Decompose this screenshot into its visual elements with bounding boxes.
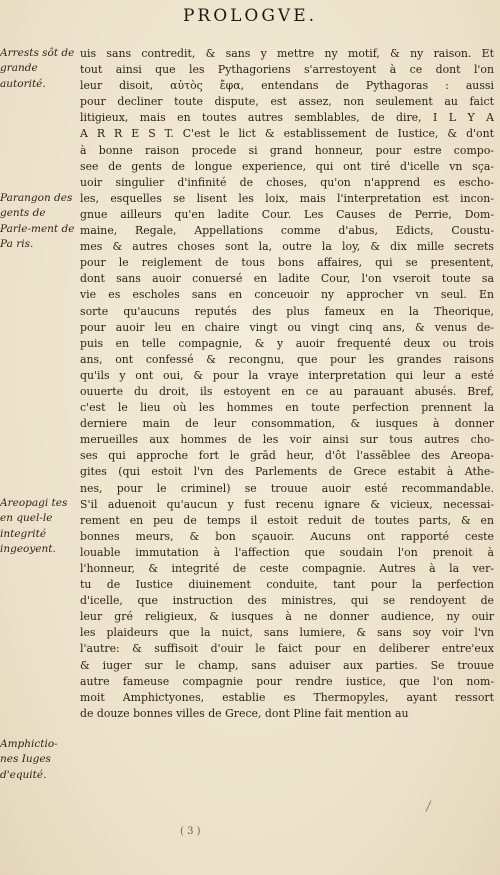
running-header: PROLOGVE. [182,6,318,26]
text-line: qu'ils y ont oui, & pour la vraye interpretation qui leur a esté [80,368,494,382]
text-line: de douze bonnes villes de Grece, dont Pline fait mention au [80,706,409,720]
text-line: maine, Regale, Appellations comme d'abus, Edicts, Coustu- [80,224,494,238]
text-line: uoir singulier d'infinité de choses, qu'on n'apprend es escho- [80,175,494,189]
text-line: bonnes meurs, & bon sçauoir. Aucuns ont rapporté ceste [80,529,494,543]
text-line: litigieux, mais en toutes autres semblables, de dire, I L Y A [80,111,494,125]
margin-note-arrests: Arrests sôt de grande autorité. [0,47,75,90]
text-line: les plaideurs que la nuict, sans lumiere, & sans soy voir l'vn [80,626,494,640]
text-line: à bonne raison procede si grand honneur, pour estre compo- [80,143,494,157]
text-line: tout ainsi que les Pythagoriens s'arrestoyent à ce dont l'on [80,63,494,77]
text-line: l'autre: & suffisoit d'ouir le faict pour en deliberer entre'eux [80,642,494,656]
text-line: puis en telle compagnie, & y auoir frequenté deux ou trois [80,336,494,350]
margin-note-amphictiones: Amphictio-nes Iuges d'equité. [0,738,58,781]
text-line: louable immutation à l'affection que soudain l'on prenoit à [80,545,494,559]
text-line: pour le reiglement de tous bons affaires, qui se presentent, [80,256,494,270]
text-line: ouuerte du droit, ils estoyent en ce au parauant abusés. Bref, [80,384,494,398]
page-signature: ( 3 ) [180,826,201,837]
text-line: nes, pour le criminel) se trouue auoir esté recommandable. [80,481,494,495]
text-line: gnue ailleurs qu'en ladite Cour. Les Causes de Perrie, Dom- [80,207,494,221]
text-line: dont sans auoir conuersé en ladite Cour, l'on vseroit toute sa [80,272,494,286]
ink-mark [426,800,432,811]
text-line: rement en peu de temps il estoit reduit de toutes parts, & en [80,513,494,527]
text-line: ans, ont confessé & recongnu, que pour les grandes raisons [80,352,494,366]
text-line: tu de Iustice diuinement conduite, tant pour la perfection [80,578,494,592]
text-line: pour auoir leu en chaire vingt ou vingt cinq ans, & venus de- [80,320,494,334]
text-line: moit Amphictyones, establie es Thermopyles, ayant ressort [80,690,494,704]
margin-note-parangon: Parangon des gents de Parle-ment de Pa ris. [0,192,75,250]
text-line: mes & autres choses sont la, outre la loy, & dix mille secrets [80,240,494,254]
text-line: uis sans contredit, & sans y mettre ny motif, & ny raison. Et [80,47,494,60]
text-line: sorte qu'aucuns reputés des plus fameux en la Theorique, [80,304,494,318]
text-line: l'honneur, & integrité de ceste compagnie. Autres à la ver- [80,562,494,575]
text-line: see de gents de longue experience, qui ont tiré d'icelle vn sça- [80,159,494,173]
text-line: les, esquelles se lisent les loix, mais l'interpretation est incon- [80,191,494,205]
text-line: S'il aduenoit qu'aucun y fust recenu ignare & vicieux, necessai- [80,497,494,511]
text-line: c'est le lieu où les hommes en toute perfection prennent la [80,401,494,415]
text-line: & iuger sur le champ, sans aduiser aux parties. Se trouue [80,658,494,672]
text-line: derniere main de leur consommation, & iusques à donner [80,417,494,431]
text-line: gites (qui estoit l'vn des Parlements de Grece estabit à Athe- [80,465,494,479]
margin-note-areopagites: Areopagi tes en quel-le integrité ingeoyent. [0,497,68,555]
text-line: autre fameuse compagnie pour rendre iustice, que l'on nom- [80,674,494,688]
text-line: leur gré religieux, & iusques à ne donner audience, ny ouir [80,610,494,624]
text-line: merueilles aux hommes de les voir ainsi sur tous autres cho- [80,433,494,447]
text-line: leur disoit, αὐτὸς ἔφα, entendans de Pythagoras : aussi [80,79,494,93]
text-line: pour decliner toute dispute, est assez, non seulement au faict [80,95,494,109]
text-line: ses qui approche fort le grād heur, d'ôt l'assēblee des Areopa- [80,449,494,463]
text-line: d'icelle, que instruction des ministres, qui se rendoyent de [80,594,494,608]
text-line: A R R E S T. C'est le lict & establissement de Iustice, & d'ont [80,127,494,141]
main-text-block [80,46,494,722]
text-line: vie es escholes sans en conceuoir ny approcher vn seul. En [80,288,494,302]
